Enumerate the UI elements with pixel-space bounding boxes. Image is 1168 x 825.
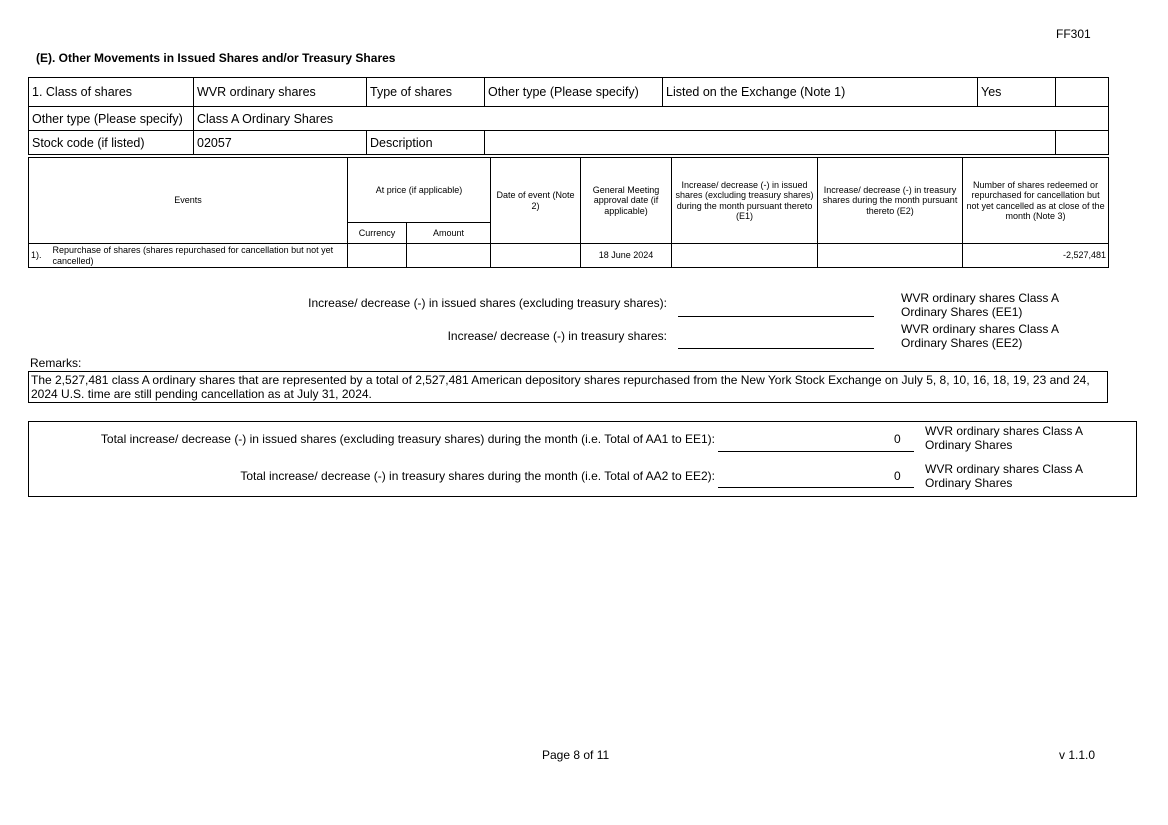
- total-issued-line: [718, 451, 914, 452]
- ee2-label: Increase/ decrease (-) in treasury shares:: [447, 329, 667, 343]
- version-label: v 1.1.0: [1059, 748, 1096, 762]
- stock-code-label: Stock code (if listed): [29, 131, 194, 155]
- ee2-unit: WVR ordinary shares Class A Ordinary Shares (EE2): [901, 322, 1059, 350]
- total-issued-value: 0: [894, 432, 901, 446]
- e1-header: Increase/ decrease (-) in issued shares (excluding treasury shares) during the month pursuant thereto (E1): [672, 158, 818, 244]
- event-gm-date: 18 June 2024: [581, 244, 672, 268]
- events-table: [28, 157, 1109, 268]
- table-row: [29, 244, 1109, 268]
- stock-code-value: 02057: [194, 131, 367, 155]
- class-of-shares-table: [28, 77, 1109, 155]
- remarks-label: Remarks:: [30, 356, 82, 370]
- description-value: [485, 131, 1056, 155]
- ee1-value-line: [678, 316, 874, 317]
- listed-value: Yes: [978, 78, 1056, 107]
- total-treasury-line: [718, 487, 914, 488]
- description-label: Description: [367, 131, 485, 155]
- event-redeemed: -2,527,481: [963, 244, 1109, 268]
- ee2-value-line: [678, 348, 874, 349]
- class-of-shares-label: 1. Class of shares: [29, 78, 194, 107]
- description-blank-cell: [1056, 131, 1109, 155]
- amount-header: Amount: [407, 223, 491, 244]
- listed-blank-cell: [1056, 78, 1109, 107]
- total-issued-label: Total increase/ decrease (-) in issued shares (excluding treasury shares) during the month (i.e. Total of AA1 to EE1):: [100, 432, 715, 446]
- at-price-header: At price (if applicable): [348, 158, 491, 223]
- section-title: (E). Other Movements in Issued Shares and/or Treasury Shares: [36, 51, 396, 65]
- ee1-unit: WVR ordinary shares Class A Ordinary Shares (EE1): [901, 291, 1059, 319]
- remarks-text: The 2,527,481 class A ordinary shares that are represented by a total of 2,527,481 American depository shares repurchased from the New York Stock Exchange on July 5, 8, 10, 16, 18, 19, 23 and 24, 2024 U.S. time are still pending cancellation as at July 31, 2024.: [28, 371, 1108, 403]
- e2-header: Increase/ decrease (-) in treasury shares during the month pursuant thereto (E2): [818, 158, 963, 244]
- type-of-shares-label: Type of shares: [367, 78, 485, 107]
- class-of-shares-value: WVR ordinary shares: [194, 78, 367, 107]
- form-code: FF301: [1056, 27, 1091, 41]
- event-e1: [672, 244, 818, 268]
- event-date: [491, 244, 581, 268]
- event-e2: [818, 244, 963, 268]
- event-currency: [348, 244, 407, 268]
- total-issued-unit: WVR ordinary shares Class A Ordinary Shares: [925, 424, 1083, 452]
- ee1-label: Increase/ decrease (-) in issued shares (excluding treasury shares):: [308, 296, 667, 310]
- date-of-event-header: Date of event (Note 2): [491, 158, 581, 244]
- page-number: Page 8 of 11: [542, 748, 610, 762]
- type-of-shares-value: Other type (Please specify): [485, 78, 663, 107]
- total-treasury-unit: WVR ordinary shares Class A Ordinary Shares: [925, 462, 1083, 490]
- events-header: Events: [29, 158, 348, 244]
- listed-label: Listed on the Exchange (Note 1): [663, 78, 978, 107]
- event-number: 1).: [29, 244, 51, 268]
- currency-header: Currency: [348, 223, 407, 244]
- other-type-value: Class A Ordinary Shares: [194, 107, 1109, 131]
- event-amount: [407, 244, 491, 268]
- total-treasury-label: Total increase/ decrease (-) in treasury shares during the month (i.e. Total of AA2 to EE2):: [240, 469, 715, 483]
- other-type-label: Other type (Please specify): [29, 107, 194, 131]
- general-meeting-header: General Meeting approval date (if applicable): [581, 158, 672, 244]
- total-treasury-value: 0: [894, 469, 901, 483]
- redeemed-header: Number of shares redeemed or repurchased for cancellation but not yet cancelled as at close of the month (Note 3): [963, 158, 1109, 244]
- event-description: Repurchase of shares (shares repurchased for cancellation but not yet cancelled): [51, 244, 348, 268]
